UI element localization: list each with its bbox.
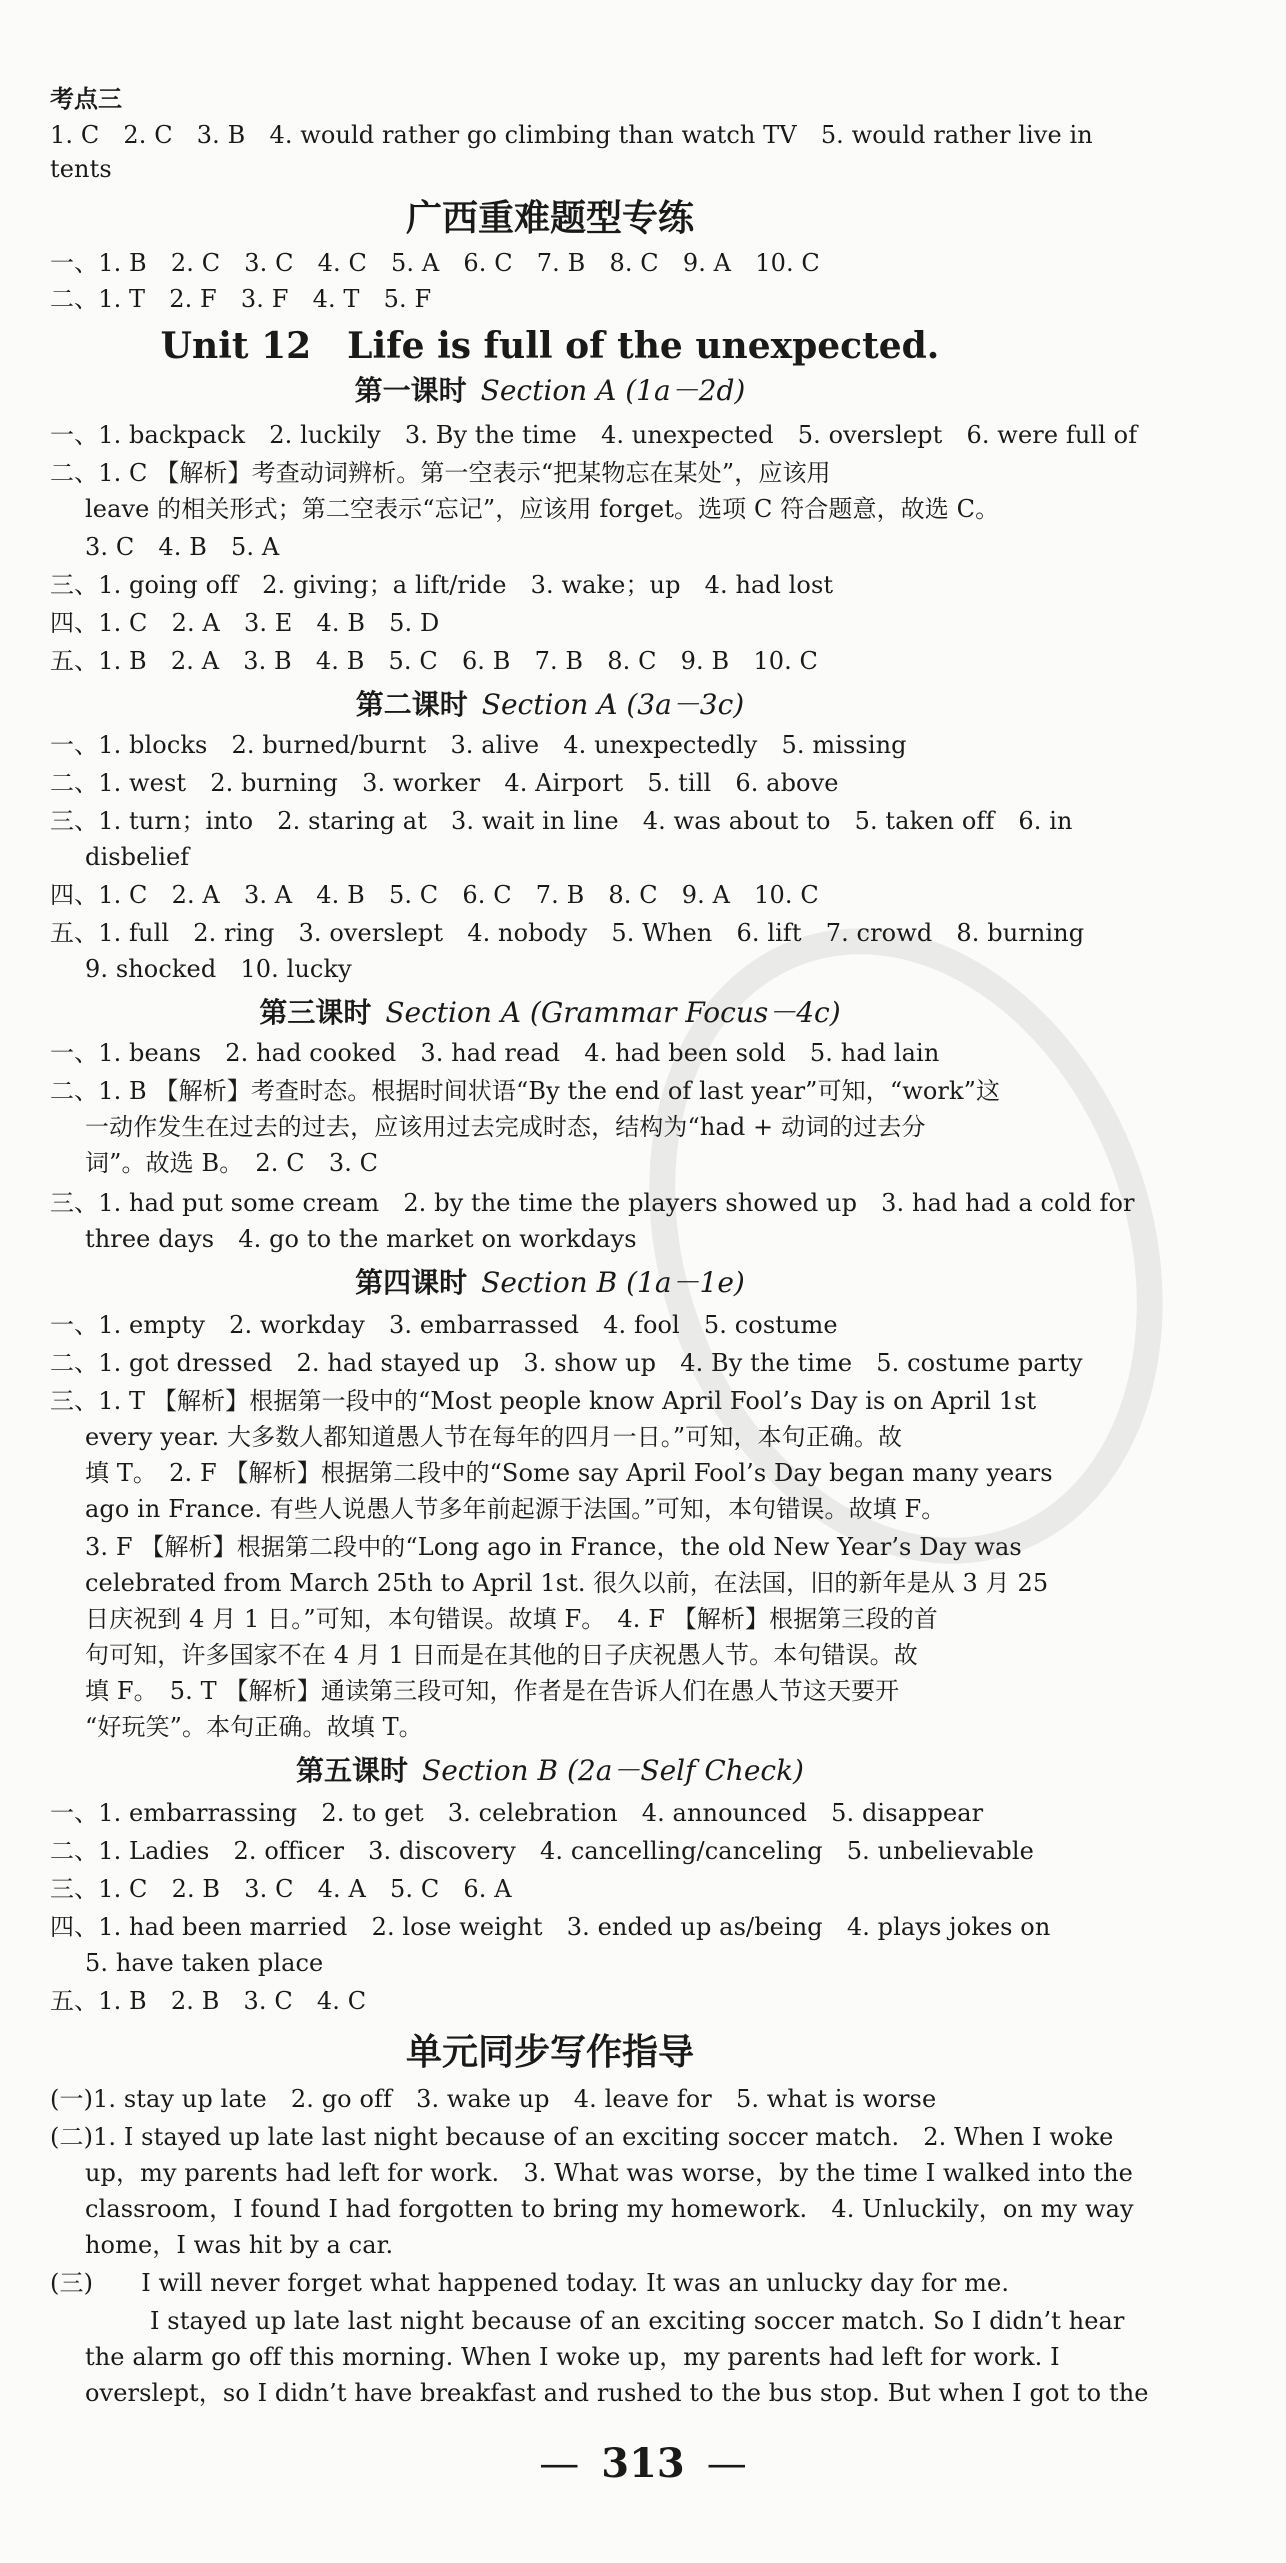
unit-title: Unit 12 Life is full of the unexpected. [160, 325, 940, 367]
text-line: I stayed up late last night because of an exciting soccer match. So I didn’t hear [150, 2307, 1125, 2335]
lesson-cn: 第三课时 [259, 996, 372, 1029]
lesson-section: Section A (1a－2d) [480, 374, 746, 407]
text-line: 一、1. empty 2. workday 3. embarrassed 4. fool 5. costume [50, 1311, 838, 1339]
text-line: celebrated from March 25th to April 1st. 很久以前，在法国，旧的新年是从 3 月 25 [85, 1569, 1049, 1597]
text-line: (三) I will never forget what happened today. It was an unlucky day for me. [50, 2269, 1010, 2297]
text-line: 句可知，许多国家不在 4 月 1 日而是在其他的日子庆祝愚人节。本句错误。故 [85, 1641, 918, 1669]
text-line: 二、1. T 2. F 3. F 4. T 5. F [50, 285, 432, 313]
text-line: 一、1. blocks 2. burned/burnt 3. alive 4. unexpectedly 5. missing [50, 731, 907, 759]
text-line: “好玩笑”。本句正确。故填 T。 [85, 1713, 423, 1741]
lesson-section: Section A (Grammar Focus－4c) [385, 996, 841, 1029]
text-line: 3. C 4. B 5. A [85, 533, 280, 561]
text-line: overslept，so I didn’t have breakfast and rushed to the bus stop. But when I got to the [85, 2379, 1149, 2407]
lesson-cn: 第一课时 [354, 374, 467, 407]
lesson-section: Section A (3a－3c) [481, 688, 745, 721]
text-line: 一动作发生在过去的过去，应该用过去完成时态，结构为“had + 动词的过去分 [85, 1113, 926, 1141]
lesson-heading-2 [0, 686, 1100, 724]
text-line: the alarm go off this morning. When I woke up，my parents had left for work. I [85, 2343, 1060, 2371]
text-line: 9. shocked 10. lucky [85, 955, 352, 983]
lesson-heading-1 [0, 372, 1100, 410]
lesson-heading-3 [0, 994, 1100, 1032]
text-line: 一、1. beans 2. had cooked 3. had read 4. had been sold 5. had lain [50, 1039, 940, 1067]
lesson-cn: 第二课时 [355, 688, 468, 721]
lesson-cn: 第五课时 [296, 1754, 409, 1787]
dash-decoration: — [706, 2441, 747, 2487]
kaodian-heading: 考点三 [50, 84, 122, 113]
text-line: 三、1. C 2. B 3. C 4. A 5. C 6. A [50, 1875, 512, 1903]
text-line: 日庆祝到 4 月 1 日。”可知，本句错误。故填 F。 4. F 【解析】根据第三段的首 [85, 1605, 938, 1633]
text-line: 二、1. B 【解析】考查时态。根据时间状语“By the end of last year”可知，“work”这 [50, 1077, 1001, 1105]
text-line: 五、1. full 2. ring 3. overslept 4. nobody 5. When 6. lift 7. crowd 8. burning [50, 919, 1085, 947]
dash-decoration: — [539, 2441, 580, 2487]
text-line: 二、1. C 【解析】考查动词辨析。第一空表示“把某物忘在某处”，应该用 [50, 459, 831, 487]
text-line: 填 F。 5. T 【解析】通读第三段可知，作者是在告诉人们在愚人节这天要开 [85, 1677, 900, 1705]
text-line: 五、1. B 2. B 3. C 4. C [50, 1987, 367, 2015]
text-line: disbelief [85, 843, 190, 871]
page-number [0, 2440, 1286, 2487]
text-line: every year. 大多数人都知道愚人节在每年的四月一日。”可知，本句正确。故 [85, 1423, 903, 1451]
text-line: 四、1. had been married 2. lose weight 3. ended up as/being 4. plays jokes on [50, 1913, 1051, 1941]
text-line: 3. F 【解析】根据第二段中的“Long ago in France，the old New Year’s Day was [85, 1533, 1022, 1561]
text-line: 四、1. C 2. A 3. A 4. B 5. C 6. C 7. B 8. C 9. A 10. C [50, 881, 819, 909]
text-line: 五、1. B 2. A 3. B 4. B 5. C 6. B 7. B 8. C 9. B 10. C [50, 647, 818, 675]
text-line: (一)1. stay up late 2. go off 3. wake up 4. leave for 5. what is worse [50, 2085, 937, 2113]
text-line: home，I was hit by a car. [85, 2231, 394, 2259]
text-line: 词”。故选 B。 2. C 3. C [85, 1149, 379, 1177]
text-line: 四、1. C 2. A 3. E 4. B 5. D [50, 609, 440, 637]
section-title-guangxi: 广西重难题型专练 [405, 197, 694, 239]
text-line: tents [50, 155, 112, 183]
lesson-section: Section B (2a－Self Check) [422, 1754, 804, 1787]
text-line: 二、1. Ladies 2. officer 3. discovery 4. cancelling/canceling 5. unbelievable [50, 1837, 1034, 1865]
text-line: 一、1. backpack 2. luckily 3. By the time 4. unexpected 5. overslept 6. were full of [50, 421, 1138, 449]
text-line: up，my parents had left for work. 3. What was worse，by the time I walked into the [85, 2159, 1133, 2187]
text-line: (二)1. I stayed up late last night because of an exciting soccer match. 2. When I woke [50, 2123, 1114, 2151]
text-line: three days 4. go to the market on workdays [85, 1225, 637, 1253]
text-line: 三、1. T 【解析】根据第一段中的“Most people know April Fool’s Day is on April 1st [50, 1387, 1037, 1415]
text-line: 二、1. west 2. burning 3. worker 4. Airport 5. till 6. above [50, 769, 839, 797]
text-line: classroom，I found I had forgotten to bring my homework. 4. Unluckily，on my way [85, 2195, 1134, 2223]
text-line: 三、1. turn；into 2. staring at 3. wait in line 4. was about to 5. taken off 6. in [50, 807, 1073, 835]
text-line: 三、1. going off 2. giving；a lift/ride 3. wake；up 4. had lost [50, 571, 834, 599]
text-line: leave 的相关形式；第二空表示“忘记”，应该用 forget。选项 C 符合题意，故选 C。 [85, 495, 1000, 523]
text-line: ago in France. 有些人说愚人节多年前起源于法国。”可知，本句错误。故填 F。 [85, 1495, 946, 1523]
text-line: 一、1. embarrassing 2. to get 3. celebration 4. announced 5. disappear [50, 1799, 984, 1827]
text-line: 一、1. B 2. C 3. C 4. C 5. A 6. C 7. B 8. C 9. A 10. C [50, 249, 820, 277]
lesson-heading-5 [0, 1752, 1100, 1790]
lesson-section: Section B (1a－1e) [481, 1266, 745, 1299]
section-title-writing: 单元同步写作指导 [405, 2031, 694, 2073]
text-line: 填 T。 2. F 【解析】根据第二段中的“Some say April Fool’s Day began many years [85, 1459, 1053, 1487]
page-number-text: 313 [601, 2440, 685, 2487]
lesson-cn: 第四课时 [355, 1266, 468, 1299]
text-line: 二、1. got dressed 2. had stayed up 3. show up 4. By the time 5. costume party [50, 1349, 1083, 1377]
text-line: 1. C 2. C 3. B 4. would rather go climbing than watch TV 5. would rather live in [50, 121, 1093, 149]
text-line: 三、1. had put some cream 2. by the time the players showed up 3. had had a cold for [50, 1189, 1135, 1217]
lesson-heading-4 [0, 1264, 1100, 1302]
text-line: 5. have taken place [85, 1949, 324, 1977]
